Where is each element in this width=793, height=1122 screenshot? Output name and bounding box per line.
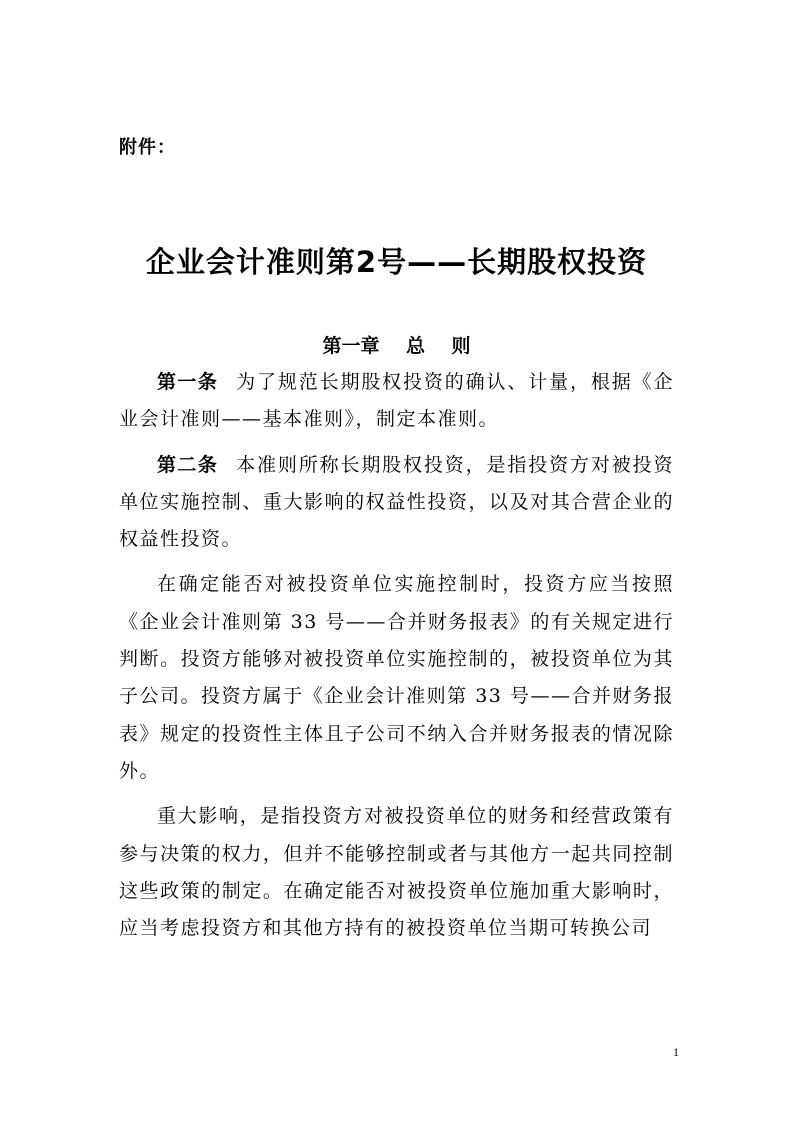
article-2-paragraph-2: 在确定能否对被投资单位实施控制时，投资方应当按照《企业会计准则第 33 号——合并财务报表》的有关规定进行判断。投资方能够对被投资单位实施控制的，被投资单位为其子公司。投资方属于《企业会计准则第 33 号——合并财务报表》规定的投资性主体且子公司不纳入合并财务报表的情况除外。 (119, 573, 674, 782)
page-number: 1 (673, 1045, 679, 1059)
article-1-text: 为了规范长期股权投资的确认、计量，根据《企业会计准则——基本准则》，制定本准则。 (119, 371, 674, 431)
article-2-label: 第二条 (157, 453, 219, 476)
article-1-label: 第一条 (157, 371, 219, 393)
article-2-paragraph-3: 重大影响，是指投资方对被投资单位的财务和经营政策有参与决策的权力，但并不能够控制或者与其他方一起共同控制这些政策的制定。在确定能否对被投资单位施加重大影响时，应当考虑投资方和其他方持有的被投资单位当期可转换公司 (119, 805, 674, 940)
article-2-text: 本准则所称长期股权投资，是指投资方对被投资单位实施控制、重大影响的权益性投资，以及对其合营企业的权益性投资。 (119, 453, 674, 551)
article-1-paragraph (119, 364, 674, 439)
article-2-paragraph (119, 447, 674, 559)
document-title: 企业会计准则第2号——长期股权投资 (145, 245, 648, 279)
attachment-label: 附件： (119, 137, 176, 158)
chapter-heading: 第一章 总 则 (322, 335, 471, 357)
document-body (119, 364, 674, 947)
